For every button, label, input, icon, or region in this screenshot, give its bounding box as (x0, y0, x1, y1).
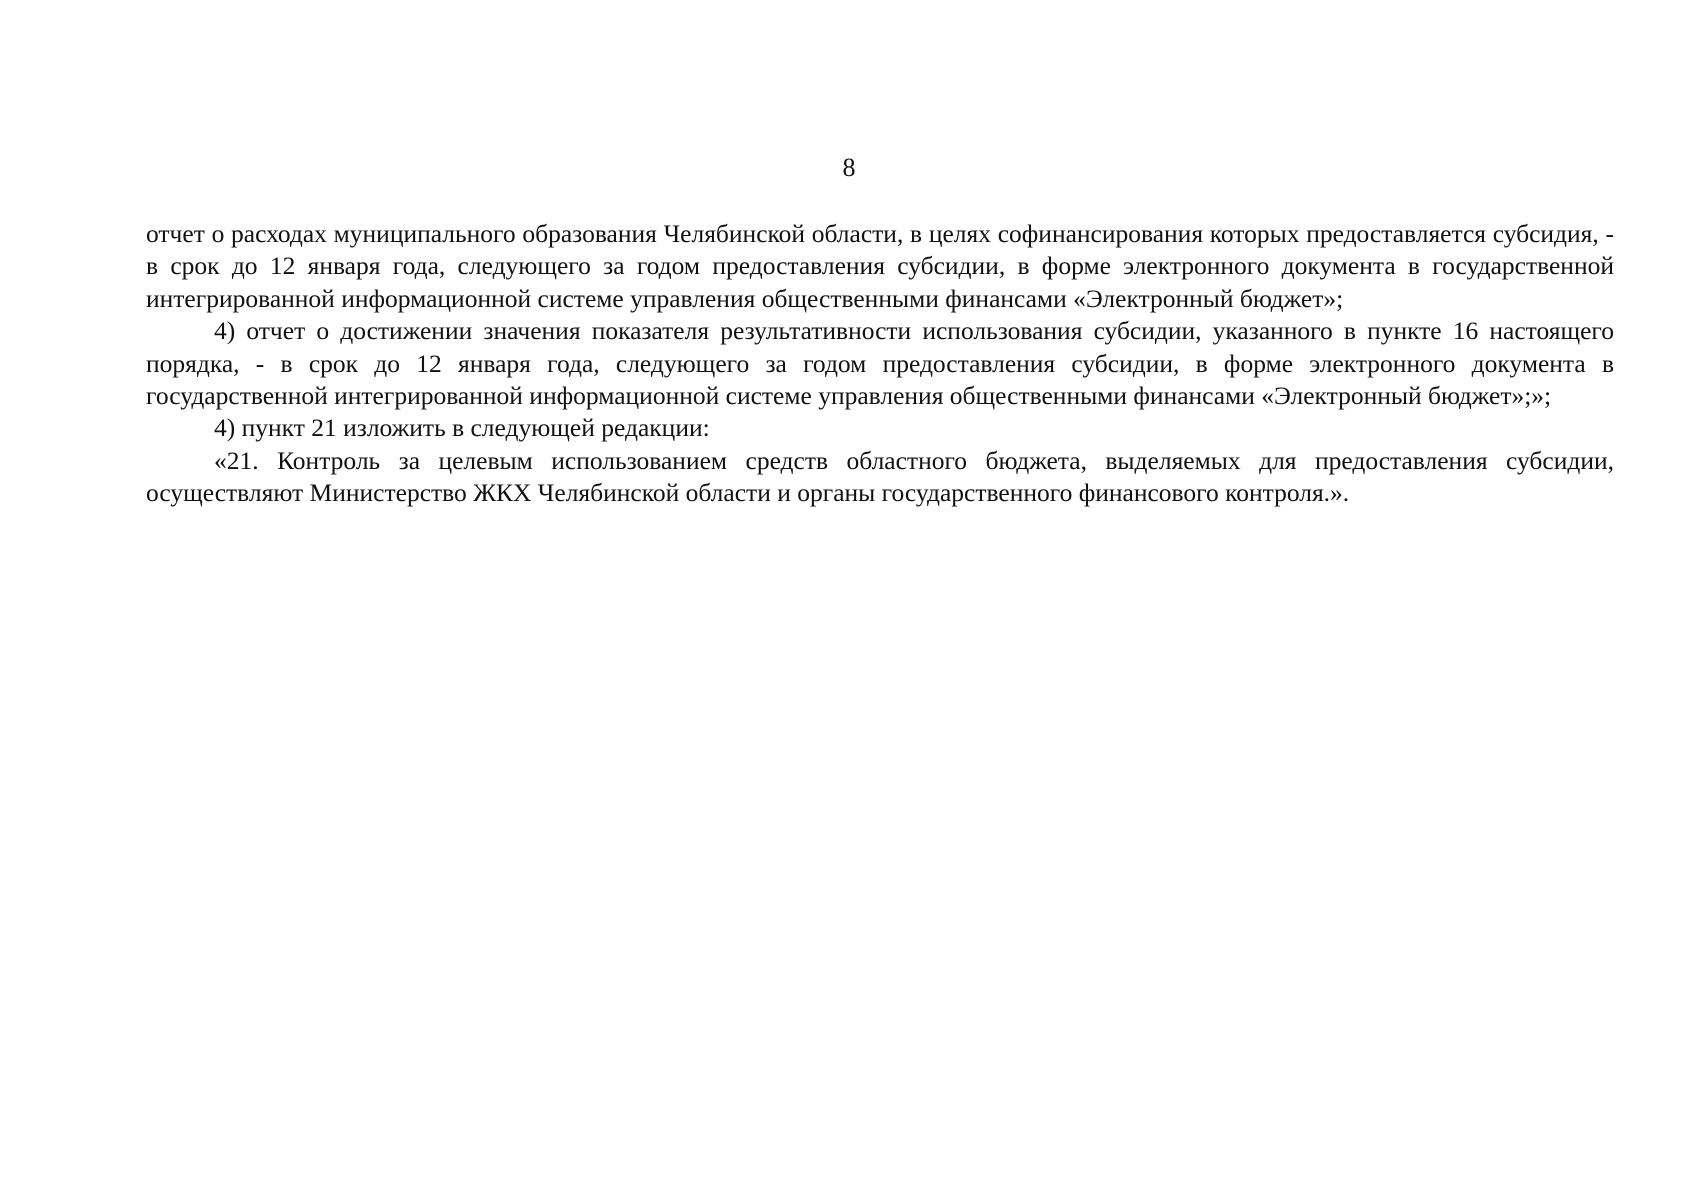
paragraph-2: 4) отчет о достижении значения показателя результативности использования субсидии, указанного в пункте 16 настоящего порядка, - в срок до 12 января года, следующего за годом предоставления субсидии, в форме электронного документа в государственной интегрированной информационной системе управления общественными финансами «Электронный бюджет»;»; (146, 316, 1614, 411)
paragraph-1: отчет о расходах муниципального образования Челябинской области, в целях софинансирования которых предоставляется субсидия, - в срок до 12 января года, следующего за годом предоставления субсидии, в форме электронного документа в государственной интегрированной информационной системе управления общественными финансами «Электронный бюджет»; (146, 219, 1614, 313)
paragraph-3: 4) пункт 21 изложить в следующей редакции: (214, 413, 710, 443)
document-body (146, 218, 1614, 510)
paragraph-4: «21. Контроль за целевым использованием средств областного бюджета, выделяемых для предоставления субсидии, осуществляют Министерство ЖКХ Челябинской области и органы государственного финансового контроля.». (146, 445, 1614, 508)
page-number: 8 (842, 153, 856, 182)
